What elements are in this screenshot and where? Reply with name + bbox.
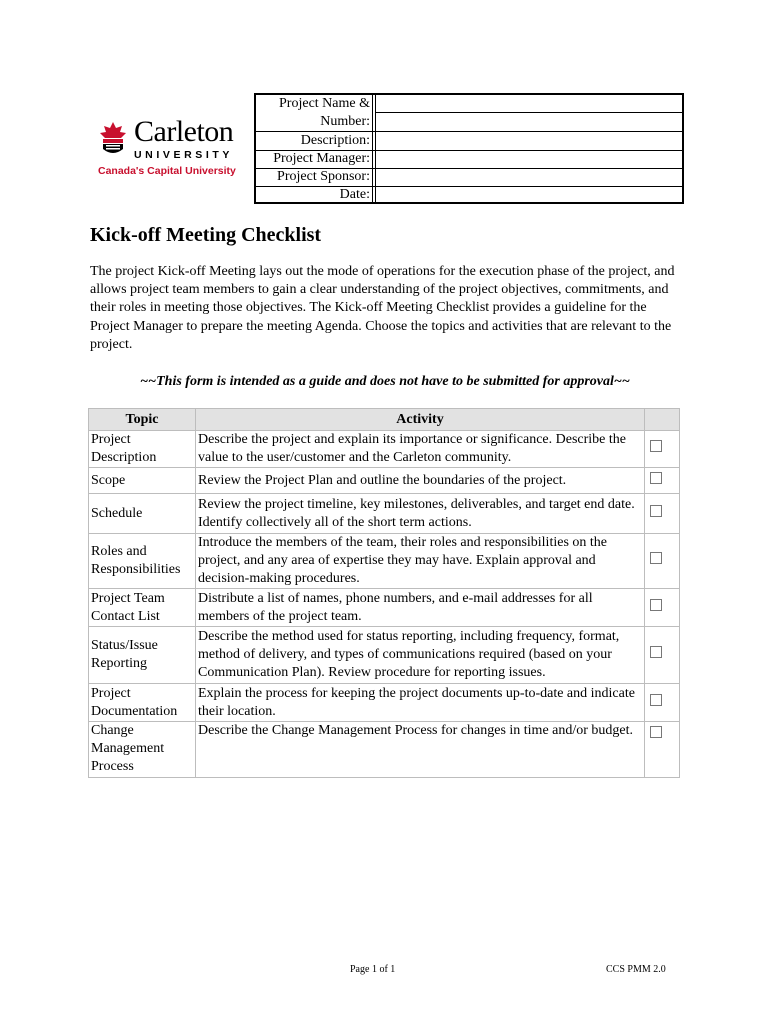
check-cell: [645, 589, 680, 627]
topic-cell: Schedule: [89, 494, 196, 534]
project-info-table: [254, 93, 684, 204]
table-row: [89, 589, 680, 627]
checkbox[interactable]: [650, 505, 662, 517]
activity-cell: Distribute a list of names, phone numbers, and e-mail addresses for all members of the project team.: [196, 589, 645, 627]
activity-cell: Explain the process for keeping the project documents up-to-date and indicate their location.: [196, 684, 645, 722]
date-field[interactable]: [378, 187, 680, 202]
logo-name: Carleton: [134, 115, 234, 148]
footer-page-number: Page 1 of 1: [350, 964, 396, 975]
date-label: Date:: [339, 187, 370, 202]
topic-cell: Scope: [89, 468, 196, 494]
header-check: [645, 409, 680, 431]
checkbox[interactable]: [650, 552, 662, 564]
topic-cell: Project Documentation: [89, 684, 196, 722]
carleton-logo: [98, 115, 243, 183]
activity-cell: Review the project timeline, key milestones, deliverables, and target end date. Identify collectively all of the short term actions.: [196, 494, 645, 534]
topic-cell: Project Description: [89, 431, 196, 468]
topic-cell: Project Team Contact List: [89, 589, 196, 627]
check-cell: [645, 494, 680, 534]
check-cell: [645, 534, 680, 589]
logo-tagline: Canada's Capital University: [98, 165, 236, 177]
check-cell: [645, 431, 680, 468]
check-cell: [645, 722, 680, 778]
table-header-row: [89, 409, 680, 431]
checkbox[interactable]: [650, 694, 662, 706]
checkbox[interactable]: [650, 440, 662, 452]
activity-cell: Describe the project and explain its importance or significance. Describe the value to the user/customer and the Carleton community.: [196, 431, 645, 468]
activity-cell: Review the Project Plan and outline the boundaries of the project.: [196, 468, 645, 494]
table-row: [89, 534, 680, 589]
project-name-field[interactable]: [378, 96, 680, 129]
activity-cell: Introduce the members of the team, their roles and responsibilities on the project, and any area of expertise they may have. Explain approval and decision-making procedures.: [196, 534, 645, 589]
table-row: [89, 431, 680, 468]
project-number-label: Number:: [320, 114, 370, 129]
table-row: [89, 722, 680, 778]
topic-cell: Status/Issue Reporting: [89, 627, 196, 684]
carleton-crest-icon: [98, 121, 128, 157]
table-row: [89, 684, 680, 722]
header-topic: Topic: [89, 409, 196, 431]
footer-document-code: CCS PMM 2.0: [606, 964, 666, 975]
check-cell: [645, 468, 680, 494]
table-row: [89, 627, 680, 684]
checkbox[interactable]: [650, 726, 662, 738]
topic-cell: Change Management Process: [89, 722, 196, 778]
check-cell: [645, 684, 680, 722]
table-row: [89, 494, 680, 534]
project-name-label: Project Name &: [279, 96, 370, 111]
intro-paragraph: The project Kick-off Meeting lays out the mode of operations for the execution phase of the project, and allows project team members to gain a clear understanding of the project objectives, commitments, and their roles in meeting those objectives. The Kick-off Meeting Checklist provides a guideline for the Project Manager to prepare the meeting Agenda. Choose the topics and activities that are relevant to the project.: [90, 264, 675, 352]
header-activity: Activity: [196, 409, 645, 431]
project-sponsor-label: Project Sponsor:: [277, 169, 370, 184]
project-manager-label: Project Manager:: [273, 151, 370, 166]
project-sponsor-field[interactable]: [378, 169, 680, 185]
guide-note: ~~This form is intended as a guide and does not have to be submitted for approval~~: [140, 374, 630, 389]
checkbox[interactable]: [650, 472, 662, 484]
page-title: Kick-off Meeting Checklist: [90, 224, 322, 246]
description-field[interactable]: [378, 133, 680, 149]
checkbox[interactable]: [650, 646, 662, 658]
topic-cell: Roles and Responsibilities: [89, 534, 196, 589]
checkbox[interactable]: [650, 599, 662, 611]
table-row: [89, 468, 680, 494]
checklist-table: [88, 408, 680, 778]
description-label: Description:: [300, 133, 370, 148]
activity-cell: Describe the Change Management Process for changes in time and/or budget.: [196, 722, 645, 778]
project-manager-field[interactable]: [378, 151, 680, 167]
activity-cell: Describe the method used for status reporting, including frequency, format, method of delivery, and types of communications required (based on your Communication Plan). Review procedure for reporting issues.: [196, 627, 645, 684]
check-cell: [645, 627, 680, 684]
logo-university: UNIVERSITY: [134, 149, 234, 161]
